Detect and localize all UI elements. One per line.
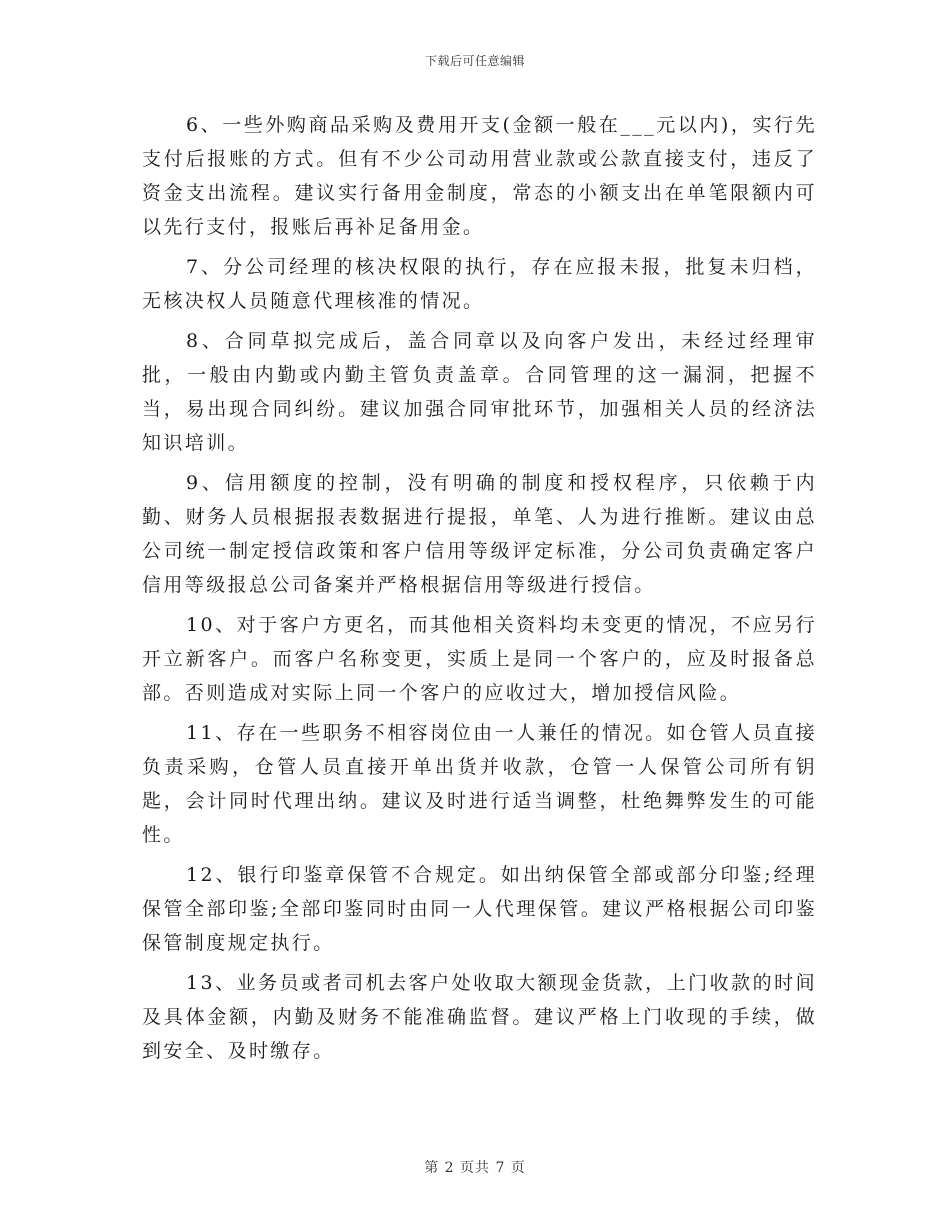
paragraph-11: 11、存在一些职务不相容岗位由一人兼任的情况。如仓管人员直接负责采购，仓管人员直接开单出货并收款，仓管一人保管公司所有钥匙，会计同时代理出纳。建议及时进行适当调整，杜绝舞弊发生的可能性。 <box>142 722 817 846</box>
paragraph-7: 7、分公司经理的核决权限的执行，存在应报未报，批复未归档，无核决权人员随意代理核准的情况。 <box>142 256 817 312</box>
page-footer: 第 2 页共 7 页 <box>424 1160 526 1176</box>
paragraph-12: 12、银行印鉴章保管不合规定。如出纳保管全部或部分印鉴;经理保管全部印鉴;全部印鉴同时由同一人代理保管。建议严格根据公司印鉴保管制度规定执行。 <box>142 864 817 954</box>
paragraph-13: 13、业务员或者司机去客户处收取大额现金货款，上门收款的时间及具体金额，内勤及财务不能准确监督。建议严格上门收现的手续，做到安全、及时缴存。 <box>142 972 817 1062</box>
paragraph-9: 9、信用额度的控制，没有明确的制度和授权程序，只依赖于内勤、财务人员根据报表数据进行提报，单笔、人为进行推断。建议由总公司统一制定授信政策和客户信用等级评定标准，分公司负责确定客户信用等级报总公司备案并严格根据信用等级进行授信。 <box>142 472 817 596</box>
body-content <box>142 108 817 1074</box>
page-header: 下载后可任意编辑 <box>424 54 525 68</box>
paragraph-8: 8、合同草拟完成后，盖合同章以及向客户发出，未经过经理审批，一般由内勤或内勤主管负责盖章。合同管理的这一漏洞，把握不当，易出现合同纠纷。建议加强合同审批环节，加强相关人员的经济法知识培训。 <box>142 330 817 454</box>
paragraph-10: 10、对于客户方更名，而其他相关资料均未变更的情况，不应另行开立新客户。而客户名称变更，实质上是同一个客户的，应及时报备总部。否则造成对实际上同一个客户的应收过大，增加授信风险。 <box>142 614 817 704</box>
paragraph-6: 6、一些外购商品采购及费用开支(金额一般在___元以内)，实行先支付后报账的方式。但有不少公司动用营业款或公款直接支付，违反了资金支出流程。建议实行备用金制度，常态的小额支出在单笔限额内可以先行支付，报账后再补足备用金。 <box>142 114 817 238</box>
